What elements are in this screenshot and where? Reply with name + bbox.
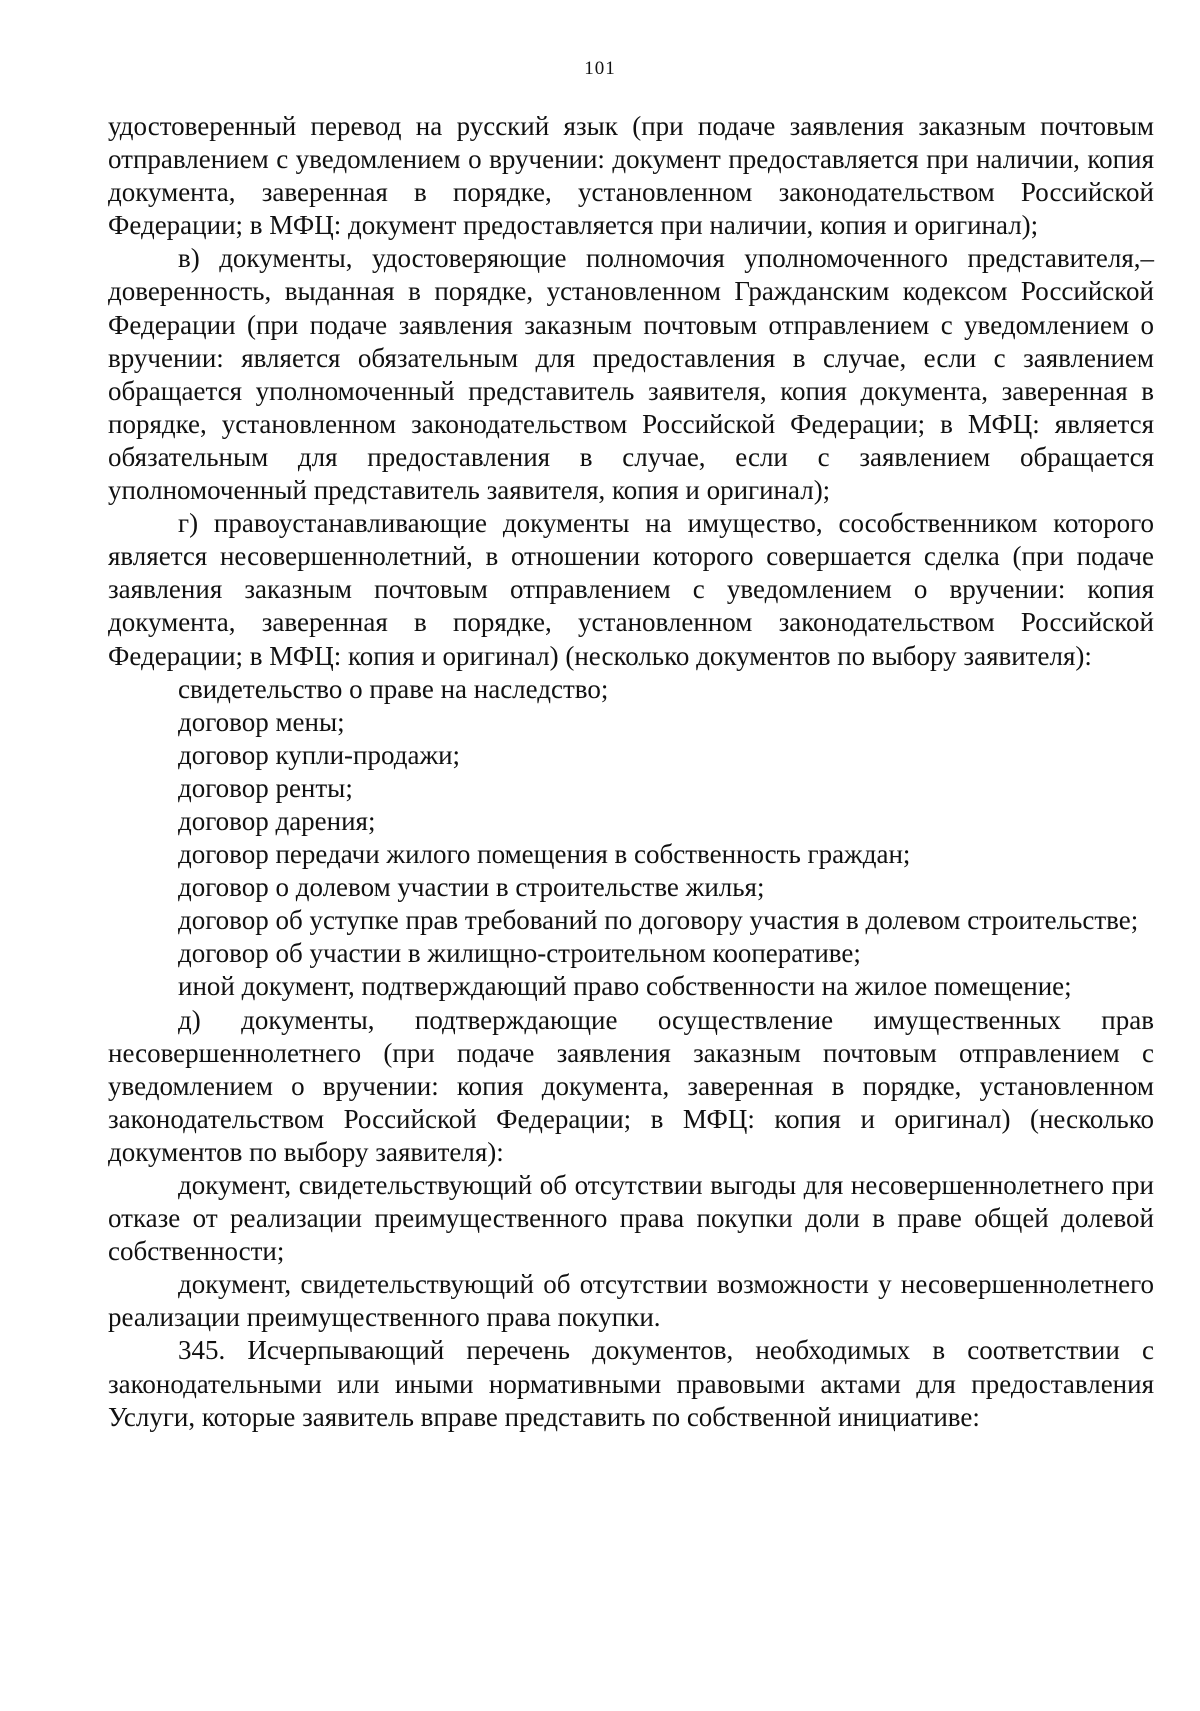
list-item: договор дарения; xyxy=(178,805,376,836)
list-item: договор купли-продажи; xyxy=(178,739,461,770)
paragraph-item-v: в) документы, удостоверяющие полномочия уполномоченного представителя,– доверенность, выданная в порядке, установленном Гражданским кодексом Российской Федерации (при подаче заявления заказным почтовым отправлением с уведомлением о вручении: является обязательным для предоставления в случае, если с заявлением обращается уполномоченный представитель заявителя, копия документа, заверенная в порядке, установленном законодательством Российской Федерации; в МФЦ: является обязательным для предоставления в случае, если с заявлением обращается уполномоченный представитель заявителя, копия и оригинал); xyxy=(108,243,1154,506)
list-item: документ, свидетельствующий об отсутствии возможности у несовершеннолетнего реализации преимущественного права покупки. xyxy=(108,1269,1154,1333)
list-item: договор о долевом участии в строительстве жилья; xyxy=(178,872,765,903)
document-body xyxy=(108,110,1154,1434)
list-item: договор ренты; xyxy=(178,772,353,803)
paragraph-item-g: г) правоустанавливающие документы на имущество, сособственником которого является несовершеннолетний, в отношении которого совершается сделка (при подаче заявления заказным почтовым отправлением с уведомлением о вручении: копия документа, заверенная в порядке, установленном законодательством Российской Федерации; в МФЦ: копия и оригинал) (несколько документов по выбору заявителя): xyxy=(108,508,1154,671)
paragraph-345: 345. Исчерпывающий перечень документов, необходимых в соответствии с законодательными или иными нормативными правовыми актами для предоставления Услуги, которые заявитель вправе представить по собственной инициативе: xyxy=(108,1335,1154,1432)
list-item: договор об участии в жилищно-строительном кооперативе; xyxy=(178,938,861,969)
paragraph-translation: удостоверенный перевод на русский язык (при подаче заявления заказным почтовым отправлением с уведомлением о вручении: документ предоставляется при наличии, копия документа, заверенная в порядке, установленном законодательством Российской Федерации; в МФЦ: документ предоставляется при наличии, копия и оригинал); xyxy=(108,111,1154,241)
list-item: документ, свидетельствующий об отсутствии выгоды для несовершеннолетнего при отказе от реализации преимущественного права покупки доли в праве общей долевой собственности; xyxy=(108,1170,1154,1267)
list-item: договор передачи жилого помещения в собственность граждан; xyxy=(178,839,911,870)
list-item: свидетельство о праве на наследство; xyxy=(178,673,609,704)
list-item: иной документ, подтверждающий право собственности на жилое помещение; xyxy=(178,971,1072,1002)
list-item: договор мены; xyxy=(178,706,345,737)
page-number: 101 xyxy=(584,58,616,79)
list-item: договор об уступке прав требований по договору участия в долевом строительстве; xyxy=(178,905,1139,936)
paragraph-item-d: д) документы, подтверждающие осуществление имущественных прав несовершеннолетнего (при подаче заявления заказным почтовым отправлением с уведомлением о вручении: копия документа, заверенная в порядке, установленном законодательством Российской Федерации; в МФЦ: копия и оригинал) (несколько документов по выбору заявителя): xyxy=(108,1004,1154,1167)
